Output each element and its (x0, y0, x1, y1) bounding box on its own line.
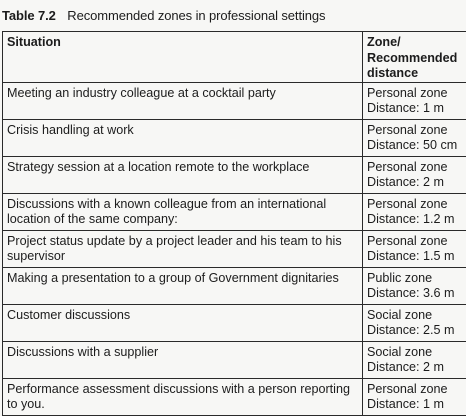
situation-cell (3, 193, 363, 230)
header-zone (363, 32, 466, 83)
zone-distance: Distance: 3.6 m (367, 286, 462, 302)
zone-distance: Distance: 2 m (367, 360, 462, 376)
zone-cell (363, 378, 466, 415)
zone-name: Public zone (367, 271, 462, 287)
header-situation-label: Situation (3, 32, 362, 51)
zone-text (363, 379, 466, 415)
zone-name: Personal zone (367, 382, 462, 398)
header-zone-label (363, 32, 466, 82)
table-row (3, 378, 466, 415)
table-number: Table 7.2 (2, 8, 56, 23)
header-zone-line-3: distance (367, 66, 462, 82)
situation-text: Making a presentation to a group of Government dignitaries (3, 268, 362, 289)
zones-table (2, 31, 466, 416)
zone-name: Social zone (367, 308, 462, 324)
zone-distance: Distance: 2 m (367, 175, 462, 191)
situation-cell (3, 304, 363, 341)
situation-text: Project status update by a project leader and his team to his supervisor (3, 231, 362, 267)
situation-text: Discussions with a known colleague from an international location of the same company: (3, 194, 362, 230)
table-row (3, 119, 466, 156)
situation-cell (3, 156, 363, 193)
table-title: Recommended zones in professional settings (67, 8, 325, 23)
zone-distance: Distance: 1 m (367, 101, 462, 117)
situation-text: Discussions with a supplier (3, 342, 362, 363)
zone-distance: Distance: 2.5 m (367, 323, 462, 339)
table-row (3, 304, 466, 341)
header-zone-line-2: Recommended (367, 51, 462, 67)
table-caption (2, 8, 325, 23)
zone-name: Social zone (367, 345, 462, 361)
zone-text (363, 268, 466, 304)
zone-name: Personal zone (367, 197, 462, 213)
header-situation (3, 32, 363, 83)
zone-name: Personal zone (367, 160, 462, 176)
situation-cell (3, 119, 363, 156)
zone-distance: Distance: 1 m (367, 397, 462, 413)
zone-text (363, 194, 466, 230)
zone-text (363, 305, 466, 341)
situation-text: Meeting an industry colleague at a cocktail party (3, 83, 362, 104)
table-row (3, 230, 466, 267)
situation-cell (3, 378, 363, 415)
header-zone-line-1: Zone/ (367, 35, 462, 51)
zone-text (363, 231, 466, 267)
situation-text: Customer discussions (3, 305, 362, 326)
table-row (3, 156, 466, 193)
situation-text: Crisis handling at work (3, 120, 362, 141)
table-row (3, 267, 466, 304)
zone-cell (363, 119, 466, 156)
zone-distance: Distance: 1.2 m (367, 212, 462, 228)
zone-cell (363, 267, 466, 304)
situation-cell (3, 230, 363, 267)
zone-cell (363, 156, 466, 193)
situation-text: Strategy session at a location remote to the workplace (3, 157, 362, 178)
zone-text (363, 157, 466, 193)
zone-cell (363, 230, 466, 267)
situation-text: Performance assessment discussions with a person reporting to you. (3, 379, 362, 415)
table-header-row (3, 32, 466, 83)
situation-cell (3, 267, 363, 304)
zone-name: Personal zone (367, 123, 462, 139)
table-row (3, 193, 466, 230)
zone-text (363, 120, 466, 156)
zone-cell (363, 193, 466, 230)
table-row (3, 341, 466, 378)
zone-cell (363, 304, 466, 341)
table-row (3, 82, 466, 119)
zone-distance: Distance: 1.5 m (367, 249, 462, 265)
zone-distance: Distance: 50 cm (367, 138, 462, 154)
zone-name: Personal zone (367, 234, 462, 250)
situation-cell (3, 341, 363, 378)
zone-name: Personal zone (367, 86, 462, 102)
zone-cell (363, 341, 466, 378)
situation-cell (3, 82, 363, 119)
zone-text (363, 83, 466, 119)
zone-cell (363, 82, 466, 119)
zone-text (363, 342, 466, 378)
